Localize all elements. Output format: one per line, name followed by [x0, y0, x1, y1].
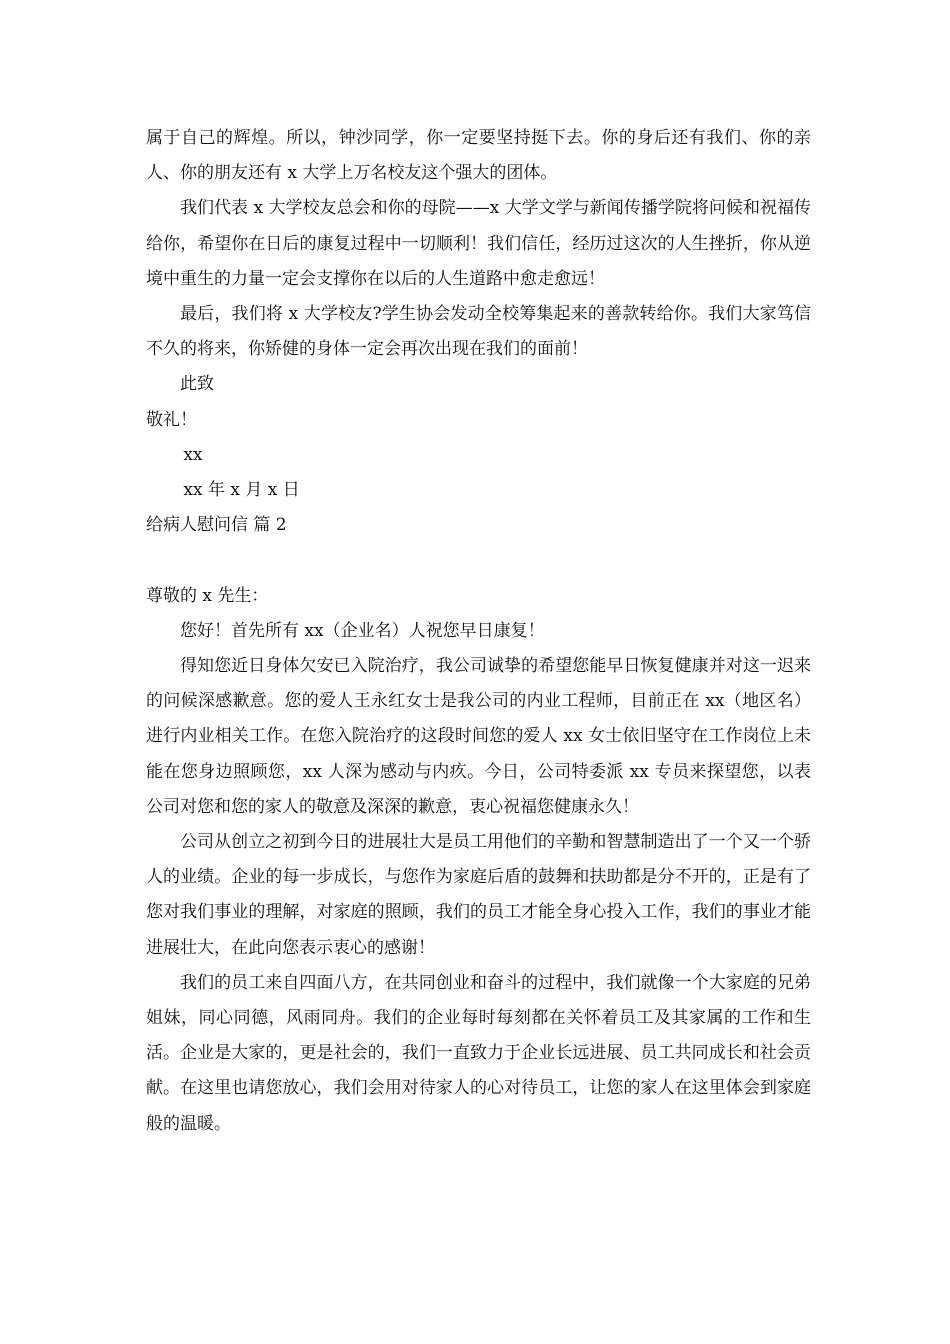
- signature: xx: [183, 444, 203, 465]
- closing-line-2: 敬礼！: [146, 409, 197, 430]
- paragraph-growth: 公司从创立之初到今日的进展壮大是员工用他们的辛勤和智慧制造出了一个又一个骄人的业绩。企业的每一步成长，与您作为家庭后盾的鼓舞和扶助都是分不开的，正是有了您对我们事业的理解，对家庭的照顾，我们的员工才能全身心投入工作，我们的事业才能进展壮大，在此向您表示衷心的感谢！: [146, 832, 811, 958]
- greeting: 您好！首先所有 xx（企业名）人祝您早日康复！: [180, 620, 545, 641]
- paragraph-illness: 得知您近日身体欠安已入院治疗，我公司诚挚的希望您能早日恢复健康并对这一迟来的问候深感歉意。您的爱人王永红女士是我公司的内业工程师，目前正在 xx（地区名）进行内业相关工作。在您入院治疗的这段时间您的爱人 xx 女士依旧坚守在工作岗位上未能在您身边照顾您，xx 人深为感动与内疚。今日，公司特委派 xx 专员来探望您，以表公司对您和您的家人的敬意及深深的歉意，衷心祝福您健康永久！: [146, 656, 811, 817]
- paragraph-blessing: 我们代表 x 大学校友总会和你的母院——x 大学文学与新闻传播学院将问候和祝福传给你，希望你在日后的康复过程中一切顺利！我们信任，经历过这次的人生挫折，你从逆境中重生的力量一定会支撑你在以后的人生道路中愈走愈远！: [146, 198, 811, 289]
- blank-line: [146, 543, 811, 578]
- salutation: 尊敬的 x 先生：: [146, 585, 269, 606]
- section-title: 给病人慰问信 篇 2: [146, 515, 287, 536]
- paragraph-family: 我们的员工来自四面八方，在共同创业和奋斗的过程中，我们就像一个大家庭的兄弟姐妹，同心同德，风雨同舟。我们的企业每时每刻都在关怀着员工及其家属的工作和生活。企业是大家的，更是社会的，我们一直致力于企业长远进展、员工共同成长和社会贡献。在这里也请您放心，我们会用对待家人的心对待员工，让您的家人在这里体会到家庭般的温暖。: [146, 972, 811, 1134]
- paragraph-final: 最后，我们将 x 大学校友?学生协会发动全校筹集起来的善款转给你。我们大家笃信不久的将来，你矫健的身体一定会再次出现在我们的面前！: [146, 304, 811, 360]
- date-line: xx 年 x 月 x 日: [183, 480, 300, 501]
- paragraph-continued: 属于自己的辉煌。所以，钟沙同学，你一定要坚持挺下去。你的身后还有我们、你的亲人、你的朋友还有 x 大学上万名校友这个强大的团体。: [146, 128, 811, 184]
- closing-line-1: 此致: [180, 374, 214, 395]
- document-body: [146, 121, 811, 1142]
